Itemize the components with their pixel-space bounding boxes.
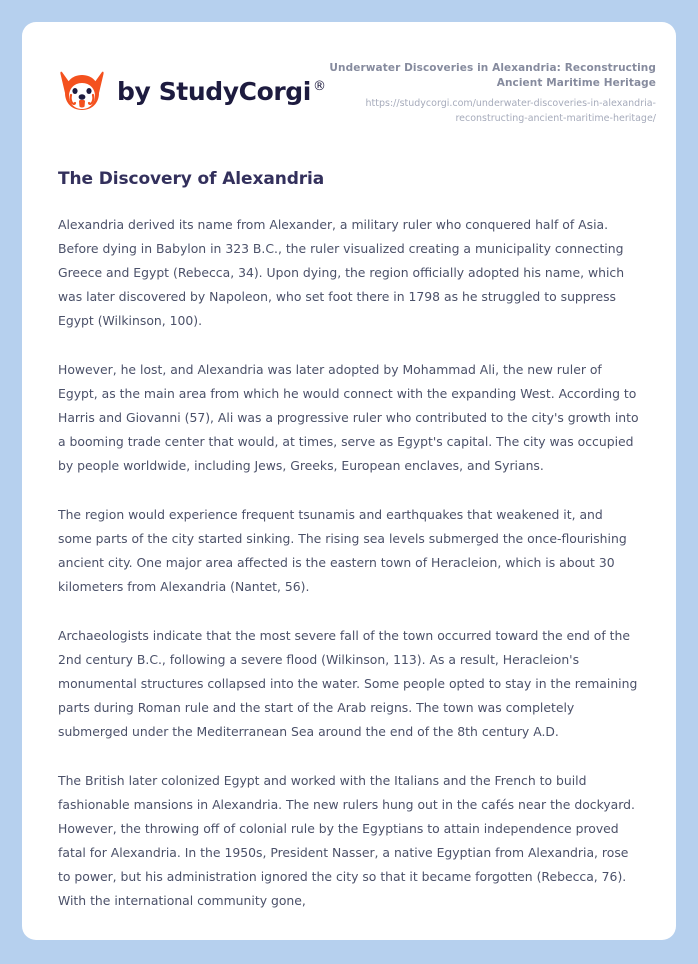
- body-paragraph: However, he lost, and Alexandria was later adopted by Mohammad Ali, the new ruler of Egypt, as the main area from which he would connect with the expanding West. According to Harris and Giovanni (57), Ali was a progressive ruler who contributed to the city's growth into a booming trade center that would, at times, serve as Egypt's capital. The city was occupied by people worldwide, including Jews, Greeks, European enclaves, and Syrians.: [58, 361, 639, 473]
- page-title: The Discovery of Alexandria: [58, 168, 325, 189]
- brand-wordmark: [117, 77, 326, 106]
- header-meta: [326, 59, 656, 126]
- header-article-url[interactable]: https://studycorgi.com/underwater-discoveries-in-alexandria-reconstructing-ancient-maritime-heritage/: [365, 98, 656, 124]
- corgi-logo-icon: [58, 68, 106, 114]
- brand-lockup: [58, 59, 326, 114]
- document-header: [22, 22, 676, 126]
- body-paragraph: Archaeologists indicate that the most severe fall of the town occurred toward the end of the 2nd century B.C., following a severe flood (Wilkinson, 113). As a result, Heracleion's monumental structures collapsed into the water. Some people opted to stay in the remaining parts during Roman rule and the start of the Arab reigns. The town was completely submerged under the Mediterranean Sea around the end of the 8th century A.D.: [58, 627, 638, 739]
- registered-trademark-icon: ®: [312, 79, 326, 95]
- body-paragraph: Alexandria derived its name from Alexander, a military ruler who conquered half of Asia. Before dying in Babylon in 323 B.C., the ruler visualized creating a municipality connecting Greece and Egypt (Rebecca, 34). Upon dying, the region officially adopted his name, which was later discovered by Napoleon, who set foot there in 1798 as he struggled to suppress Egypt (Wilkinson, 100).: [58, 216, 625, 328]
- document-sheet: [22, 22, 676, 940]
- header-article-title: Underwater Discoveries in Alexandria: Reconstructing Ancient Maritime Heritage: [329, 62, 656, 90]
- body-paragraph: The British later colonized Egypt and worked with the Italians and the French to build fashionable mansions in Alexandria. The new rulers hung out in the cafés near the dockyard. However, the throwing off of colonial rule by the Egyptians to attain independence proved fatal for Alexandria. In the 1950s, President Nasser, a native Egyptian from Alexandria, rose to power, but his administration ignored the city so that it became forgotten (Rebecca, 76). With the international community gone,: [58, 772, 635, 908]
- brand-wordmark-text: by StudyCorgi: [117, 76, 311, 106]
- document-body: [22, 169, 676, 913]
- body-paragraph: The region would experience frequent tsunamis and earthquakes that weakened it, and some parts of the city started sinking. The rising sea levels submerged the once-flourishing ancient city. One major area affected is the eastern town of Heracleion, which is about 30 kilometers from Alexandria (Nantet, 56).: [58, 506, 627, 594]
